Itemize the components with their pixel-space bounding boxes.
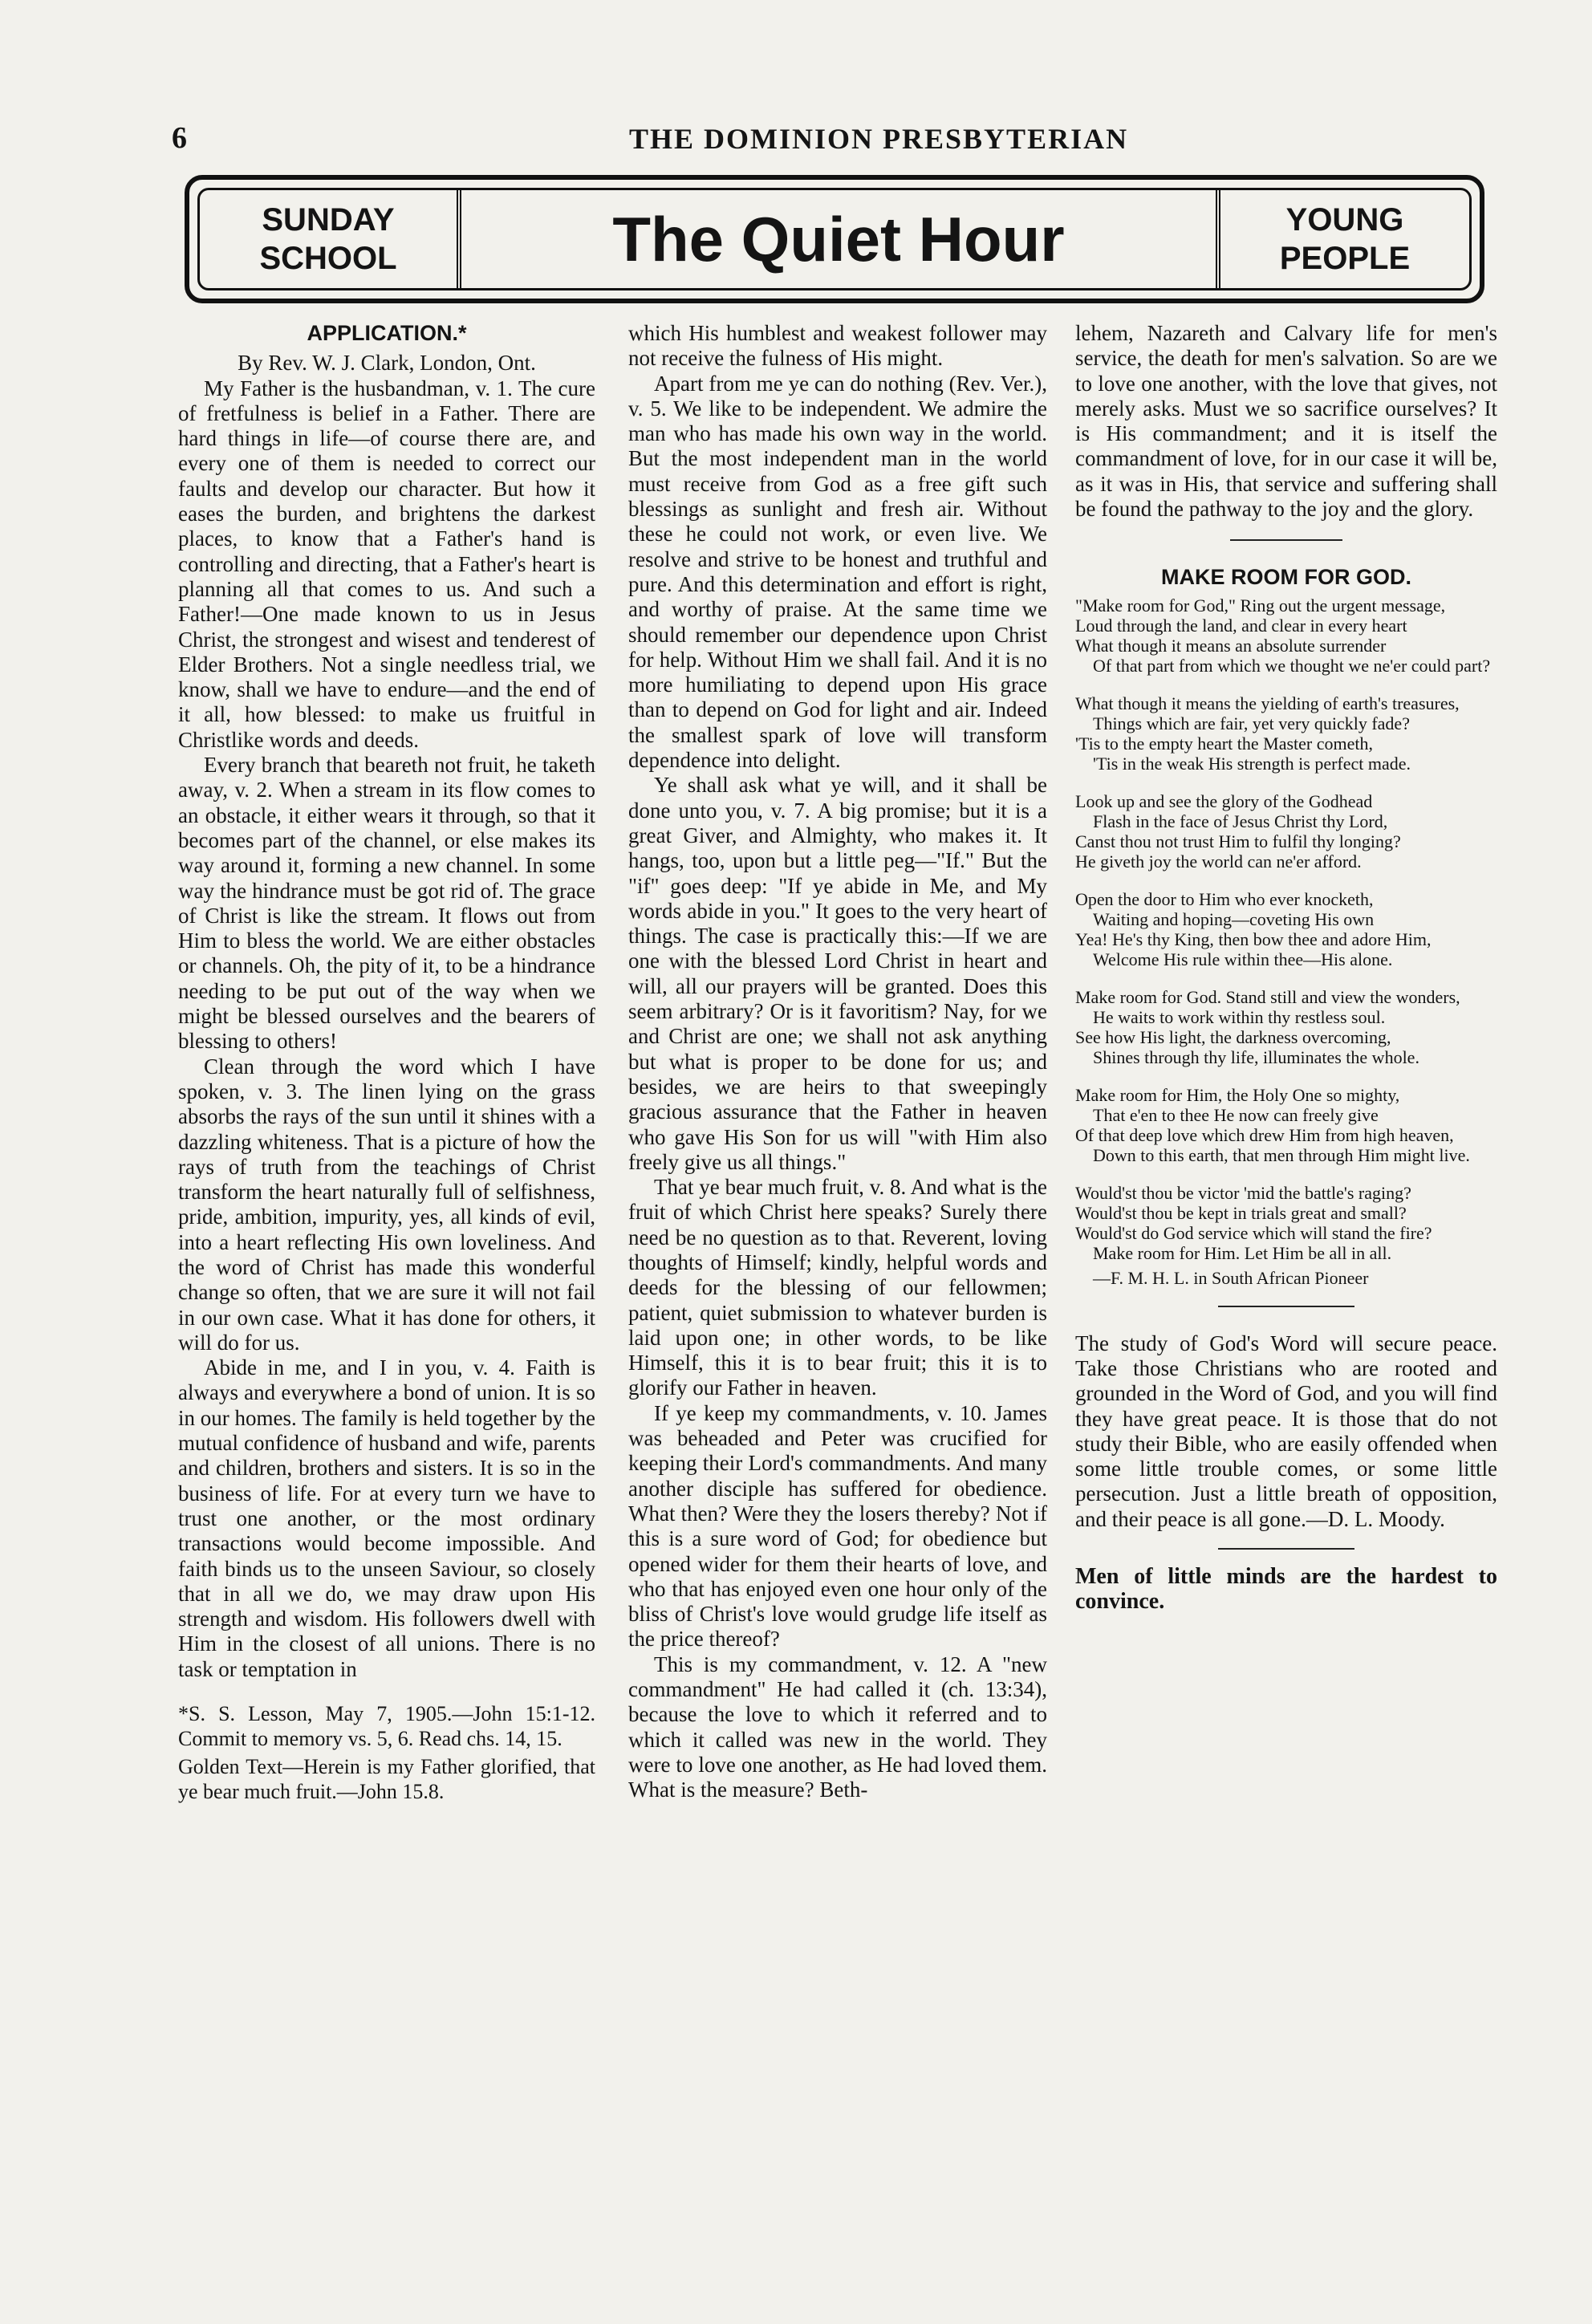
section-banner — [185, 175, 1484, 303]
golden-text: Golden Text—Herein is my Father glorified, that ye bear much fruit.—John 15.8. — [178, 1755, 595, 1804]
poem-stanza — [1075, 1085, 1497, 1165]
poem-line: Loud through the land, and clear in every heart — [1075, 615, 1407, 636]
poem-line: What though it means an absolute surrender — [1075, 635, 1387, 656]
column-2 — [628, 321, 1047, 1803]
poem-stanza — [1075, 987, 1497, 1067]
closing-aphorism: Men of little minds are the hardest to convince. — [1075, 1564, 1497, 1615]
paragraph: If ye keep my commandments, v. 10. James was beheaded and Peter was crucified for keeping their Lord's commandments. And many another disciple has suffered for obedience. What then? Were they the losers thereby? Not if this is a sure word of God; for obedience but opened wider for them their hearts of love, and who that has enjoyed even one hour only of the bliss of Christ's love would grudge life itself as the price thereof? — [628, 1400, 1047, 1652]
poem-line: Of that deep love which drew Him from high heaven, — [1075, 1124, 1454, 1145]
sunday-school-label — [200, 190, 461, 288]
paragraph: Every branch that beareth not fruit, he taketh away, v. 2. When a stream in its flow comes to an obstacle, it either wears it through, so that it becomes part of the channel, or else makes its way around it, forming a new channel. In some way the hindrance must be got rid of. The grace of Christ is like the stream. It flows out from Him to bless the world. We are either obstacles or channels. Oh, the pity of it, to be a hindrance needing to be put out of the way when we might be blessed ourselves and the bearers of blessing to others! — [178, 753, 595, 1054]
poem-line: Make room for Him, the Holy One so mighty, — [1075, 1084, 1400, 1105]
poem-line: "Make room for God," Ring out the urgent message, — [1075, 595, 1446, 616]
moody-quote: The study of God's Word will secure peace. Take those Christians who are rooted and grounded in the Word of God, and you will find they have great peace. It is those that do not study their Bible, who are easily offended when some little trouble comes, or some little persecution. Just a little breath of opposition, and their peace is all gone.—D. L. Moody. — [1075, 1331, 1497, 1531]
article-byline: By Rev. W. J. Clark, London, Ont. — [238, 351, 536, 376]
lesson-footnote: *S. S. Lesson, May 7, 1905.—John 15:1-12. Commit to memory vs. 5, 6. Read chs. 14, 15. — [178, 1702, 595, 1751]
poem-line: Would'st thou be victor 'mid the battle's raging? — [1075, 1182, 1411, 1203]
poem-line: He waits to work within thy restless soul. — [1093, 1006, 1386, 1027]
paragraph: Clean through the word which I have spoken, v. 3. The linen lying on the grass absorbs the rays of the sun until it shines with a dazzling whiteness. That is a picture of how the rays of truth from the teachings of Christ transform the heart naturally full of selfishness, pride, ambition, impurity, yes, all kinds of evil, into a heart reflecting His own loveliness. And the word of Christ has made this wonderful change so often, that we are sure it will not fail in our own case. What it has done for others, it will do for us. — [178, 1054, 595, 1355]
poem-line: Welcome His rule within thee—His alone. — [1093, 949, 1393, 969]
young-people-line-1: YOUNG — [1285, 202, 1404, 238]
poem-title: MAKE ROOM FOR GOD. — [1161, 565, 1411, 590]
poem-line: Shines through thy life, illuminates the whole. — [1093, 1046, 1419, 1067]
paragraph: My Father is the husbandman, v. 1. The cure of fretfulness is belief in a Father. There are hard things in life—of course there are, and every one of them is needed to correct our faults and develop our character. But how it eases the burden, and brightens the darkest places, to know that a Father's hand is controlling and directing, that a Father's heart is planning all that comes to us. And such a Father!—One made known to us in Jesus Christ, the strongest and wisest and tenderest of Elder Brothers. Not a single needless trial, we know, shall we have to endure—and the end of it all, how blessed: to make us fruitful in Christlike words and deeds. — [178, 376, 595, 752]
poem-line: What though it means the yielding of earth's treasures, — [1075, 693, 1460, 713]
poem-stanza — [1075, 693, 1497, 774]
paragraph: Apart from me ye can do nothing (Rev. Ver.), v. 5. We like to be independent. We admire the man who has made his own way in the world. But the most independent man in the world must receive from God as a free gift such blessings as sunlight and fresh air. Without these he could not work, or even live. We resolve and strive to be honest and truthful and pure. And this determination and effort is right, and worthy of praise. At the same time we should remember our dependence upon Christ for help. Without Him we shall fail. And it is no more humiliating to depend upon His grace than to depend on God for light and air. Indeed the smallest spark of love will transform dependence into delight. — [628, 371, 1047, 773]
poem-line: 'Tis to the empty heart the Master cometh, — [1075, 733, 1373, 754]
column-3 — [1075, 321, 1497, 1615]
poem-stanza — [1075, 889, 1497, 969]
poem-line: That e'en to thee He now can freely give — [1093, 1104, 1379, 1125]
poem-line: Yea! He's thy King, then bow thee and adore Him, — [1075, 928, 1432, 949]
section-divider — [1230, 539, 1342, 541]
paragraph: Ye shall ask what ye will, and it shall be done unto you, v. 7. A big promise; but it is a great Giver, and Almighty, who makes it. It hangs, too, upon but a little peg—"If." But the "if" goes deep: "If ye abide in Me, and My words abide in you." It goes to the very heart of things. The case is practically this:—If we are one with the blessed Lord Christ in heart and will, all our prayers will be granted. Does this seem arbitrary? Or is it favoritism? Nay, for we and Christ are one; we shall not ask anything but what is proper to be done for us; and besides, we are heirs to that sweepingly gracious assurance that the Father in heaven who gave His Son for us will "with Him also freely give us all things." — [628, 773, 1047, 1174]
poem-line: Of that part from which we thought we ne'er could part? — [1093, 655, 1491, 676]
paragraph: Abide in me, and I in you, v. 4. Faith is always and everywhere a bond of union. It is so in our homes. The family is held together by the mutual confidence of husband and wife, parents and children, brothers and sisters. It is so in the business of life. For at every turn we have to trust one another, or the most ordinary transactions would become impossible. And faith binds us to the unseen Saviour, so closely that in all we do, we may draw upon His strength and wisdom. His followers dwell with Him in the closest of all unions. There is no task or temptation in — [178, 1355, 595, 1681]
poem-attribution: —F. M. H. L. in South African Pioneer — [1093, 1267, 1369, 1288]
page-number: 6 — [172, 121, 187, 155]
poem-stanza — [1075, 595, 1497, 676]
poem-line: Flash in the face of Jesus Christ thy Lord, — [1093, 811, 1388, 831]
paragraph: This is my commandment, v. 12. A "new commandment" He had called it (ch. 13:34), because the love to which it referred and to which it called was new in the world. They were to love one another, as He had loved them. What is the measure? Beth- — [628, 1652, 1047, 1802]
poem-line: Look up and see the glory of the Godhead — [1075, 790, 1373, 811]
sunday-school-line-2: SCHOOL — [259, 241, 397, 276]
banner-frame — [197, 188, 1472, 290]
section-divider — [1218, 1548, 1354, 1550]
article-title: APPLICATION.* — [307, 321, 467, 345]
column-1 — [178, 321, 595, 1804]
section-divider — [1218, 1306, 1354, 1307]
paragraph: which His humblest and weakest follower may not receive the fulness of His might. — [628, 321, 1047, 371]
poem-line: Would'st thou be kept in trials great and small? — [1075, 1202, 1407, 1223]
young-people-label — [1216, 190, 1469, 288]
poem-line: See how His light, the darkness overcoming, — [1075, 1026, 1391, 1047]
poem-line: Make room for God. Stand still and view the wonders, — [1075, 986, 1460, 1007]
paragraph: lehem, Nazareth and Calvary life for men's service, the death for men's salvation. So are we to love one another, with the love that gives, not merely asks. Must we so sacrifice ourselves? It is His commandment; and it is itself the commandment of love, for in our case it will be, as it was in His, that service and suffering shall be found the pathway to the joy and the glory. — [1075, 321, 1497, 522]
sunday-school-line-1: SUNDAY — [262, 202, 395, 238]
young-people-line-2: PEOPLE — [1279, 241, 1411, 276]
poem-line: Down to this earth, that men through Him might live. — [1093, 1144, 1470, 1165]
poem-line: Things which are fair, yet very quickly fade? — [1093, 713, 1410, 733]
poem-line: Would'st do God service which will stand the fire? — [1075, 1222, 1432, 1243]
poem-line: Make room for Him. Let Him be all in all. — [1093, 1242, 1392, 1263]
section-title: The Quiet Hour — [612, 203, 1065, 274]
poem-stanza — [1075, 791, 1497, 872]
running-head: THE DOMINION PRESBYTERIAN — [629, 123, 1129, 155]
page-header — [172, 120, 1528, 156]
poem — [1075, 595, 1497, 1288]
poem-line: He giveth joy the world can ne'er afford. — [1075, 851, 1362, 872]
poem-stanza — [1075, 1183, 1497, 1263]
poem-line: 'Tis in the weak His strength is perfect made. — [1093, 753, 1411, 774]
paragraph: That ye bear much fruit, v. 8. And what is the fruit of which Christ here speaks? Surely there need be no question as to that. Reverent, loving thoughts of Himself; kindly, helpful words and deeds for the blessing of our fellowmen; patient, quiet submission to whatever burden is laid upon one; in other words, to be like Himself, this it is to bear fruit; this it is to glorify our Father in heaven. — [628, 1175, 1047, 1400]
poem-line: Waiting and hoping—coveting His own — [1093, 908, 1375, 929]
poem-line: Canst thou not trust Him to fulfil thy longing? — [1075, 831, 1401, 851]
poem-line: Open the door to Him who ever knocketh, — [1075, 888, 1374, 909]
